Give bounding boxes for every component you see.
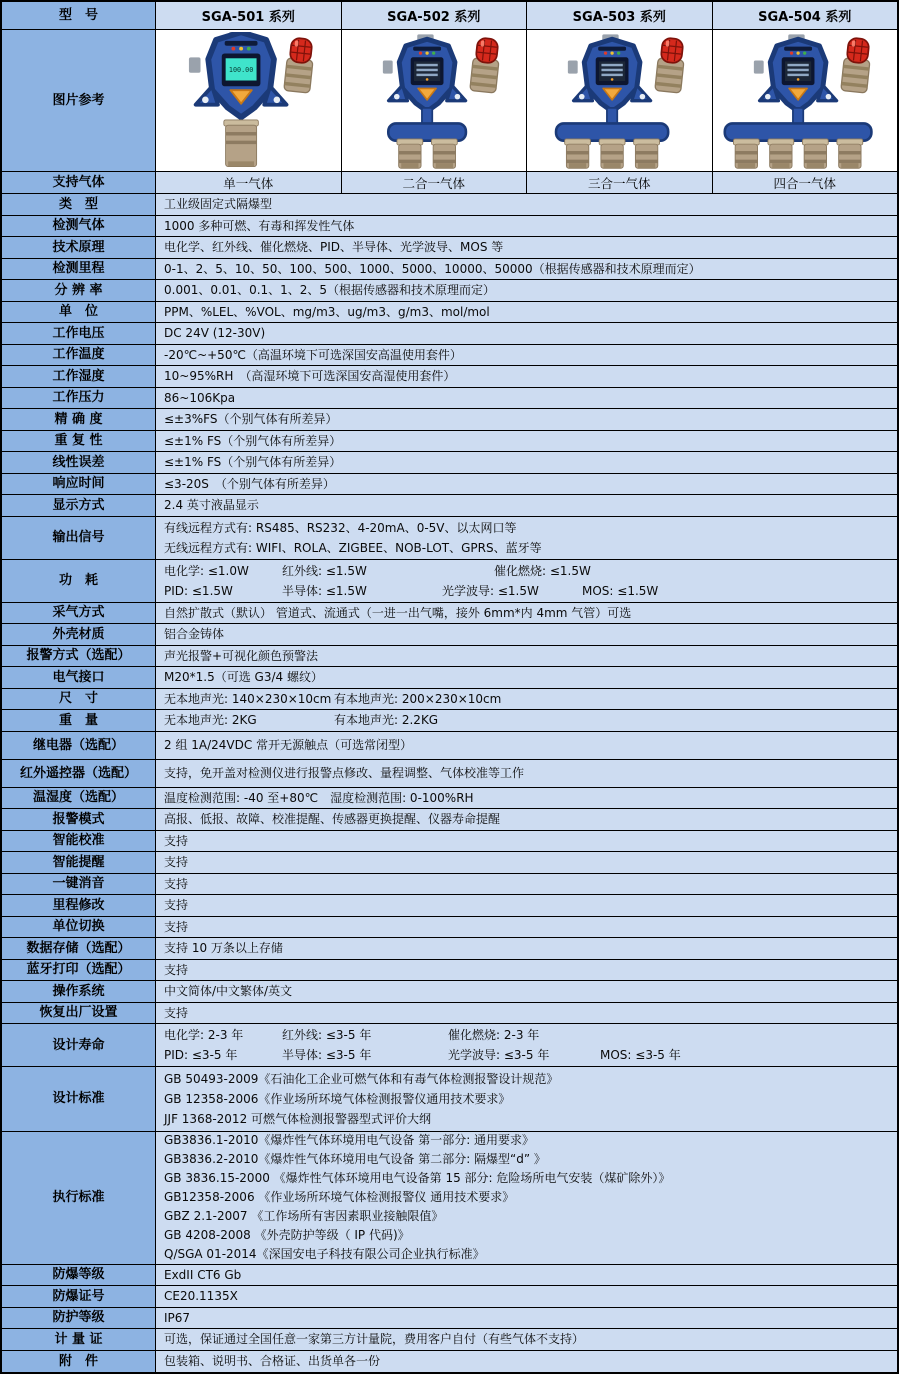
spec-row bbox=[2, 1329, 897, 1351]
row-label: 工作温度 bbox=[2, 345, 156, 366]
value-text: 2 组 1A/24VDC 常开无源触点（可选常闭型） bbox=[164, 738, 413, 752]
row-label: 功 耗 bbox=[2, 560, 156, 602]
header-cell: SGA-503 系列 bbox=[527, 2, 713, 29]
spec-row bbox=[2, 1286, 897, 1308]
value-line bbox=[164, 1207, 891, 1226]
value-text: PPM、%LEL、%VOL、mg/m3、ug/m3、g/m3、mol/mol bbox=[164, 304, 490, 319]
value-line bbox=[164, 495, 891, 515]
value-text: 催化燃烧: ≤1.5W bbox=[494, 563, 591, 578]
value-line bbox=[164, 1308, 891, 1328]
value-text: 包装箱、说明书、合格证、出货单各一份 bbox=[164, 1354, 381, 1369]
row-value bbox=[156, 732, 897, 759]
alarm-beacon-icon bbox=[841, 37, 872, 93]
value-line bbox=[164, 581, 891, 601]
value-text: MOS: ≤1.5W bbox=[582, 583, 659, 598]
value-line bbox=[164, 194, 891, 214]
spec-row bbox=[2, 710, 897, 732]
row-label: 继电器（选配） bbox=[2, 732, 156, 759]
value-line bbox=[164, 1226, 891, 1245]
image-columns bbox=[156, 30, 897, 171]
row-value bbox=[156, 474, 897, 495]
alarm-beacon-icon bbox=[284, 37, 315, 93]
row-value bbox=[156, 917, 897, 938]
value-line bbox=[164, 237, 891, 257]
value-line bbox=[164, 646, 891, 666]
value-text: GB3836.1-2010《爆炸性气体环境用电气设备 第一部分: 通用要求》 bbox=[164, 1133, 535, 1147]
value-line bbox=[164, 981, 891, 1001]
value-text: 支持，免开盖对检测仪进行报警点修改、量程调整、气体校准等工作 bbox=[164, 766, 525, 780]
value-text: IP67 bbox=[164, 1310, 191, 1325]
row-label: 设计标准 bbox=[2, 1067, 156, 1131]
value-text: 有线远程方式有: RS485、RS232、4-20mA、0-5V、以太网口等 bbox=[164, 520, 517, 535]
detector-screen-reading: 100.00 bbox=[229, 65, 254, 74]
value-text: 光学波导: ≤1.5W bbox=[442, 583, 539, 598]
row-label: 工作压力 bbox=[2, 388, 156, 409]
value-text: PID: ≤1.5W bbox=[164, 583, 233, 598]
value-text: 1000 多种可燃、有毒和挥发性气体 bbox=[164, 218, 355, 233]
value-line bbox=[164, 917, 891, 937]
row-value bbox=[156, 323, 897, 344]
value-text: -20℃~+50℃（高温环境下可选深国安高温使用套件） bbox=[164, 347, 462, 362]
spec-row bbox=[2, 646, 897, 668]
value-text: 10~95%RH （高湿环境下可选深国安高湿使用套件） bbox=[164, 369, 456, 384]
row-value bbox=[156, 624, 897, 645]
row-value bbox=[156, 560, 897, 602]
header-columns bbox=[156, 2, 897, 29]
header-cell: SGA-504 系列 bbox=[713, 2, 898, 29]
value-text: 红外线: ≤3-5 年 bbox=[282, 1028, 372, 1042]
value-line bbox=[164, 624, 891, 644]
row-label: 执行标准 bbox=[2, 1132, 156, 1264]
value-text: GBZ 2.1-2007 《工作场所有害因素职业接触限值》 bbox=[164, 1209, 444, 1223]
value-line bbox=[164, 1169, 891, 1188]
value-line bbox=[164, 1109, 891, 1129]
row-label: 检测里程 bbox=[2, 259, 156, 280]
value-text: 工业级固定式隔爆型 bbox=[164, 197, 273, 212]
row-label: 尺 寸 bbox=[2, 689, 156, 710]
gas-type-cell: 四合一气体 bbox=[713, 172, 898, 193]
row-value bbox=[156, 760, 897, 787]
value-text: 支持 bbox=[164, 855, 189, 870]
row-label: 分 辨 率 bbox=[2, 280, 156, 301]
value-text: 支持 bbox=[164, 833, 189, 848]
row-label: 单 位 bbox=[2, 302, 156, 323]
row-value bbox=[156, 452, 897, 473]
gas-detector-illustration bbox=[717, 32, 893, 170]
value-line bbox=[164, 960, 891, 980]
spec-row bbox=[2, 1308, 897, 1330]
value-line bbox=[164, 1265, 891, 1285]
value-line bbox=[164, 1351, 891, 1371]
value-text: 无本地声光: 140×230×10cm bbox=[164, 691, 332, 706]
value-text: ≤±3%FS（个别气体有所差异） bbox=[164, 412, 338, 427]
row-label: 防爆证号 bbox=[2, 1286, 156, 1307]
row-value bbox=[156, 710, 897, 731]
spec-row bbox=[2, 345, 897, 367]
row-label: 重 量 bbox=[2, 710, 156, 731]
value-line bbox=[164, 561, 891, 581]
value-line bbox=[164, 603, 891, 623]
value-line bbox=[164, 689, 891, 709]
row-label: 蓝牙打印（选配） bbox=[2, 960, 156, 981]
spec-row bbox=[2, 280, 897, 302]
spec-row bbox=[2, 624, 897, 646]
row-value bbox=[156, 1132, 897, 1264]
row-label: 重 复 性 bbox=[2, 431, 156, 452]
value-line bbox=[164, 431, 891, 451]
spec-row bbox=[2, 474, 897, 496]
value-line bbox=[164, 874, 891, 894]
row-value bbox=[156, 1265, 897, 1286]
spec-row bbox=[2, 917, 897, 939]
product-image-cell bbox=[713, 30, 898, 171]
alarm-beacon-icon bbox=[470, 37, 501, 93]
row-label: 恢复出厂设置 bbox=[2, 1003, 156, 1024]
row-label: 精 确 度 bbox=[2, 409, 156, 430]
row-value bbox=[156, 259, 897, 280]
value-line bbox=[164, 1286, 891, 1306]
value-text: 有本地声光: 200×230×10cm bbox=[334, 691, 502, 706]
spec-row bbox=[2, 809, 897, 831]
row-value bbox=[156, 1329, 897, 1350]
spec-row bbox=[2, 603, 897, 625]
value-text: 声光报警+可视化颜色预警法 bbox=[164, 648, 319, 663]
value-line bbox=[164, 302, 891, 322]
row-value bbox=[156, 495, 897, 516]
spec-row bbox=[2, 960, 897, 982]
value-line bbox=[164, 1025, 891, 1045]
spec-row bbox=[2, 852, 897, 874]
row-value bbox=[156, 237, 897, 258]
gas-columns bbox=[156, 172, 897, 193]
spec-row bbox=[2, 452, 897, 474]
value-text: ≤±1% FS（个别气体有所差异） bbox=[164, 455, 342, 470]
value-line bbox=[164, 1003, 891, 1023]
image-reference-row bbox=[2, 30, 897, 172]
gas-type-cell: 三合一气体 bbox=[527, 172, 713, 193]
value-line bbox=[164, 216, 891, 236]
value-text: ≤±1% FS（个别气体有所差异） bbox=[164, 433, 342, 448]
row-label: 型 号 bbox=[2, 2, 156, 29]
row-label: 支持气体 bbox=[2, 172, 156, 193]
spec-row bbox=[2, 323, 897, 345]
value-line bbox=[164, 852, 891, 872]
value-text: GB 3836.15-2000 《爆炸性气体环境用电气设备第 15 部分: 危险场所电气安装（煤矿除外）》 bbox=[164, 1171, 671, 1185]
supported-gas-row bbox=[2, 172, 897, 194]
value-text: 电化学: ≤1.0W bbox=[164, 563, 249, 578]
value-line bbox=[164, 474, 891, 494]
value-text: M20*1.5（可选 G3/4 螺纹） bbox=[164, 670, 323, 685]
value-text: 自然扩散式（默认） 管道式、流通式（一进一出气嘴，接外 6mm*内 4mm 气管）可选 bbox=[164, 605, 632, 620]
value-text: 86~106Kpa bbox=[164, 390, 236, 405]
value-text: JJF 1368-2012 可燃气体检测报警器型式评价大纲 bbox=[164, 1111, 432, 1126]
row-label: 红外遥控器（选配） bbox=[2, 760, 156, 787]
value-text: ≤3-20S （个别气体有所差异） bbox=[164, 476, 335, 491]
row-label: 智能提醒 bbox=[2, 852, 156, 873]
row-value bbox=[156, 431, 897, 452]
value-text: 支持 10 万条以上存储 bbox=[164, 941, 283, 956]
row-label: 技术原理 bbox=[2, 237, 156, 258]
row-label: 操作系统 bbox=[2, 981, 156, 1002]
spec-row bbox=[2, 689, 897, 711]
row-value bbox=[156, 852, 897, 873]
spec-row bbox=[2, 366, 897, 388]
row-label: 里程修改 bbox=[2, 895, 156, 916]
value-text: 催化燃烧: 2-3 年 bbox=[448, 1028, 540, 1042]
row-value bbox=[156, 280, 897, 301]
spec-row bbox=[2, 938, 897, 960]
value-text: 铝合金铸体 bbox=[164, 627, 225, 642]
row-value bbox=[156, 831, 897, 852]
row-label: 工作电压 bbox=[2, 323, 156, 344]
value-line bbox=[164, 1089, 891, 1109]
value-line bbox=[164, 895, 891, 915]
row-value bbox=[156, 874, 897, 895]
product-image-cell bbox=[156, 30, 342, 171]
spec-row bbox=[2, 831, 897, 853]
value-text: ExdII CT6 Gb bbox=[164, 1267, 242, 1282]
value-line bbox=[164, 280, 891, 300]
value-text: Q/SGA 01-2014《深国安电子科技有限公司企业执行标准》 bbox=[164, 1247, 485, 1261]
spec-row bbox=[2, 895, 897, 917]
value-line bbox=[164, 1132, 891, 1151]
row-label: 外壳材质 bbox=[2, 624, 156, 645]
value-text: DC 24V (12-30V) bbox=[164, 326, 266, 341]
row-label: 设计寿命 bbox=[2, 1024, 156, 1066]
value-text: 支持 bbox=[164, 898, 189, 913]
value-text: GB 12358-2006《作业场所环境气体检测报警仪通用技术要求》 bbox=[164, 1091, 511, 1106]
value-line bbox=[164, 788, 891, 808]
row-label: 温湿度（选配） bbox=[2, 788, 156, 809]
value-line bbox=[164, 388, 891, 408]
row-value bbox=[156, 1067, 897, 1131]
value-line bbox=[164, 1329, 891, 1349]
row-value bbox=[156, 646, 897, 667]
spec-row bbox=[2, 431, 897, 453]
value-text: 中文简体/中文繁体/英文 bbox=[164, 984, 293, 999]
spec-row bbox=[2, 788, 897, 810]
row-value bbox=[156, 809, 897, 830]
value-text: 0.001、0.01、0.1、1、2、5（根据传感器和技术原理而定） bbox=[164, 283, 496, 298]
row-value bbox=[156, 388, 897, 409]
spec-row bbox=[2, 667, 897, 689]
value-text: 电化学、红外线、催化燃烧、PID、半导体、光学波导、MOS 等 bbox=[164, 240, 504, 255]
row-value bbox=[156, 194, 897, 215]
row-label: 防护等级 bbox=[2, 1308, 156, 1329]
spec-row bbox=[2, 981, 897, 1003]
header-cell: SGA-501 系列 bbox=[156, 2, 342, 29]
row-label: 计 量 证 bbox=[2, 1329, 156, 1350]
row-value bbox=[156, 788, 897, 809]
value-text: GB 4208-2008 《外壳防护等级（ IP 代码)》 bbox=[164, 1228, 410, 1242]
value-text: 2.4 英寸液晶显示 bbox=[164, 498, 259, 513]
row-label: 报警模式 bbox=[2, 809, 156, 830]
value-text: 支持 bbox=[164, 876, 189, 891]
value-text: 支持 bbox=[164, 919, 189, 934]
spec-row bbox=[2, 409, 897, 431]
alarm-beacon-icon bbox=[655, 37, 686, 93]
row-value bbox=[156, 366, 897, 387]
value-line bbox=[164, 538, 891, 558]
row-value bbox=[156, 345, 897, 366]
product-image-cell bbox=[527, 30, 713, 171]
row-label: 显示方式 bbox=[2, 495, 156, 516]
row-label: 线性误差 bbox=[2, 452, 156, 473]
value-text: CE20.1135X bbox=[164, 1289, 238, 1304]
row-value bbox=[156, 960, 897, 981]
spec-row bbox=[2, 1265, 897, 1287]
spec-row bbox=[2, 517, 897, 560]
row-value bbox=[156, 1024, 897, 1066]
value-text: 光学波导: ≤3-5 年 bbox=[448, 1048, 550, 1062]
spec-row bbox=[2, 874, 897, 896]
value-text: MOS: ≤3-5 年 bbox=[600, 1048, 681, 1062]
row-value bbox=[156, 667, 897, 688]
value-text: 高报、低报、故障、校准提醒、传感器更换提醒、仪器寿命提醒 bbox=[164, 812, 501, 827]
row-value bbox=[156, 1308, 897, 1329]
row-label: 防爆等级 bbox=[2, 1265, 156, 1286]
row-label: 输出信号 bbox=[2, 517, 156, 559]
value-line bbox=[164, 1150, 891, 1169]
row-value bbox=[156, 603, 897, 624]
row-label: 报警方式（选配） bbox=[2, 646, 156, 667]
row-label: 一键消音 bbox=[2, 874, 156, 895]
row-label: 智能校准 bbox=[2, 831, 156, 852]
value-text: 0-1、2、5、10、50、100、500、1000、5000、10000、50000（根据传感器和技术原理而定） bbox=[164, 261, 701, 276]
value-line bbox=[164, 1245, 891, 1264]
row-value bbox=[156, 938, 897, 959]
value-text: 半导体: ≤3-5 年 bbox=[282, 1048, 372, 1062]
spec-row bbox=[2, 237, 897, 259]
value-line bbox=[164, 831, 891, 851]
value-line bbox=[164, 259, 891, 279]
value-text: GB12358-2006 《作业场所环境气体检测报警仪 通用技术要求》 bbox=[164, 1190, 515, 1204]
product-image-cell bbox=[342, 30, 528, 171]
row-value bbox=[156, 1286, 897, 1307]
spec-row bbox=[2, 216, 897, 238]
spec-row bbox=[2, 560, 897, 603]
value-text: 有本地声光: 2.2KG bbox=[334, 713, 439, 728]
row-label: 电气接口 bbox=[2, 667, 156, 688]
row-label: 响应时间 bbox=[2, 474, 156, 495]
row-value bbox=[156, 517, 897, 559]
gas-detector-illustration bbox=[160, 32, 336, 170]
value-text: 半导体: ≤1.5W bbox=[282, 583, 367, 598]
value-line bbox=[164, 667, 891, 687]
row-label: 工作湿度 bbox=[2, 366, 156, 387]
row-label: 单位切换 bbox=[2, 917, 156, 938]
value-line bbox=[164, 735, 891, 755]
value-line bbox=[164, 938, 891, 958]
gas-type-cell: 单一气体 bbox=[156, 172, 342, 193]
row-value bbox=[156, 689, 897, 710]
row-value bbox=[156, 895, 897, 916]
value-text: 可选，保证通过全国任意一家第三方计量院，费用客户自付（有些气体不支持） bbox=[164, 1332, 585, 1347]
value-text: 无本地声光: 2KG bbox=[164, 713, 257, 728]
row-value bbox=[156, 216, 897, 237]
value-line bbox=[164, 763, 891, 783]
gas-detector-illustration bbox=[346, 32, 522, 170]
spec-row bbox=[2, 1067, 897, 1132]
row-label: 附 件 bbox=[2, 1351, 156, 1373]
gas-type-cell: 二合一气体 bbox=[342, 172, 528, 193]
spec-row bbox=[2, 1003, 897, 1025]
row-value bbox=[156, 1003, 897, 1024]
row-value bbox=[156, 981, 897, 1002]
spec-row bbox=[2, 495, 897, 517]
row-value bbox=[156, 409, 897, 430]
value-line bbox=[164, 345, 891, 365]
value-text: PID: ≤3-5 年 bbox=[164, 1048, 238, 1062]
value-text: 红外线: ≤1.5W bbox=[282, 563, 367, 578]
row-label: 检测气体 bbox=[2, 216, 156, 237]
value-text: 温度检测范围: -40 至+80℃ 湿度检测范围: 0-100%RH bbox=[164, 790, 474, 805]
header-cell: SGA-502 系列 bbox=[342, 2, 528, 29]
value-text: 支持 bbox=[164, 962, 189, 977]
value-line bbox=[164, 452, 891, 472]
value-line bbox=[164, 1045, 891, 1065]
spec-row bbox=[2, 388, 897, 410]
row-label: 数据存储（选配） bbox=[2, 938, 156, 959]
value-line bbox=[164, 1069, 891, 1089]
value-line bbox=[164, 366, 891, 386]
value-line bbox=[164, 518, 891, 538]
value-line bbox=[164, 710, 891, 730]
value-text: 电化学: 2-3 年 bbox=[164, 1028, 244, 1042]
value-line bbox=[164, 409, 891, 429]
value-text: 无线远程方式有: WIFI、ROLA、ZIGBEE、NOB-LOT、GPRS、蓝牙等 bbox=[164, 540, 542, 555]
table-header-row bbox=[2, 2, 897, 30]
spec-row bbox=[2, 760, 897, 788]
spec-row bbox=[2, 732, 897, 760]
value-text: GB 50493-2009《石油化工企业可燃气体和有毒气体检测报警设计规范》 bbox=[164, 1071, 559, 1086]
spec-row bbox=[2, 302, 897, 324]
row-label: 图片参考 bbox=[2, 30, 156, 171]
spec-row bbox=[2, 194, 897, 216]
value-text: GB3836.2-2010《爆炸性气体环境用电气设备 第二部分: 隔爆型“d” 》 bbox=[164, 1152, 546, 1166]
spec-row bbox=[2, 1132, 897, 1265]
value-line bbox=[164, 323, 891, 343]
gas-detector-illustration bbox=[531, 32, 707, 170]
row-value bbox=[156, 302, 897, 323]
spec-row bbox=[2, 259, 897, 281]
value-text: 支持 bbox=[164, 1005, 189, 1020]
value-line bbox=[164, 1188, 891, 1207]
spec-row bbox=[2, 1024, 897, 1067]
value-line bbox=[164, 809, 891, 829]
row-label: 类 型 bbox=[2, 194, 156, 215]
row-label: 采气方式 bbox=[2, 603, 156, 624]
